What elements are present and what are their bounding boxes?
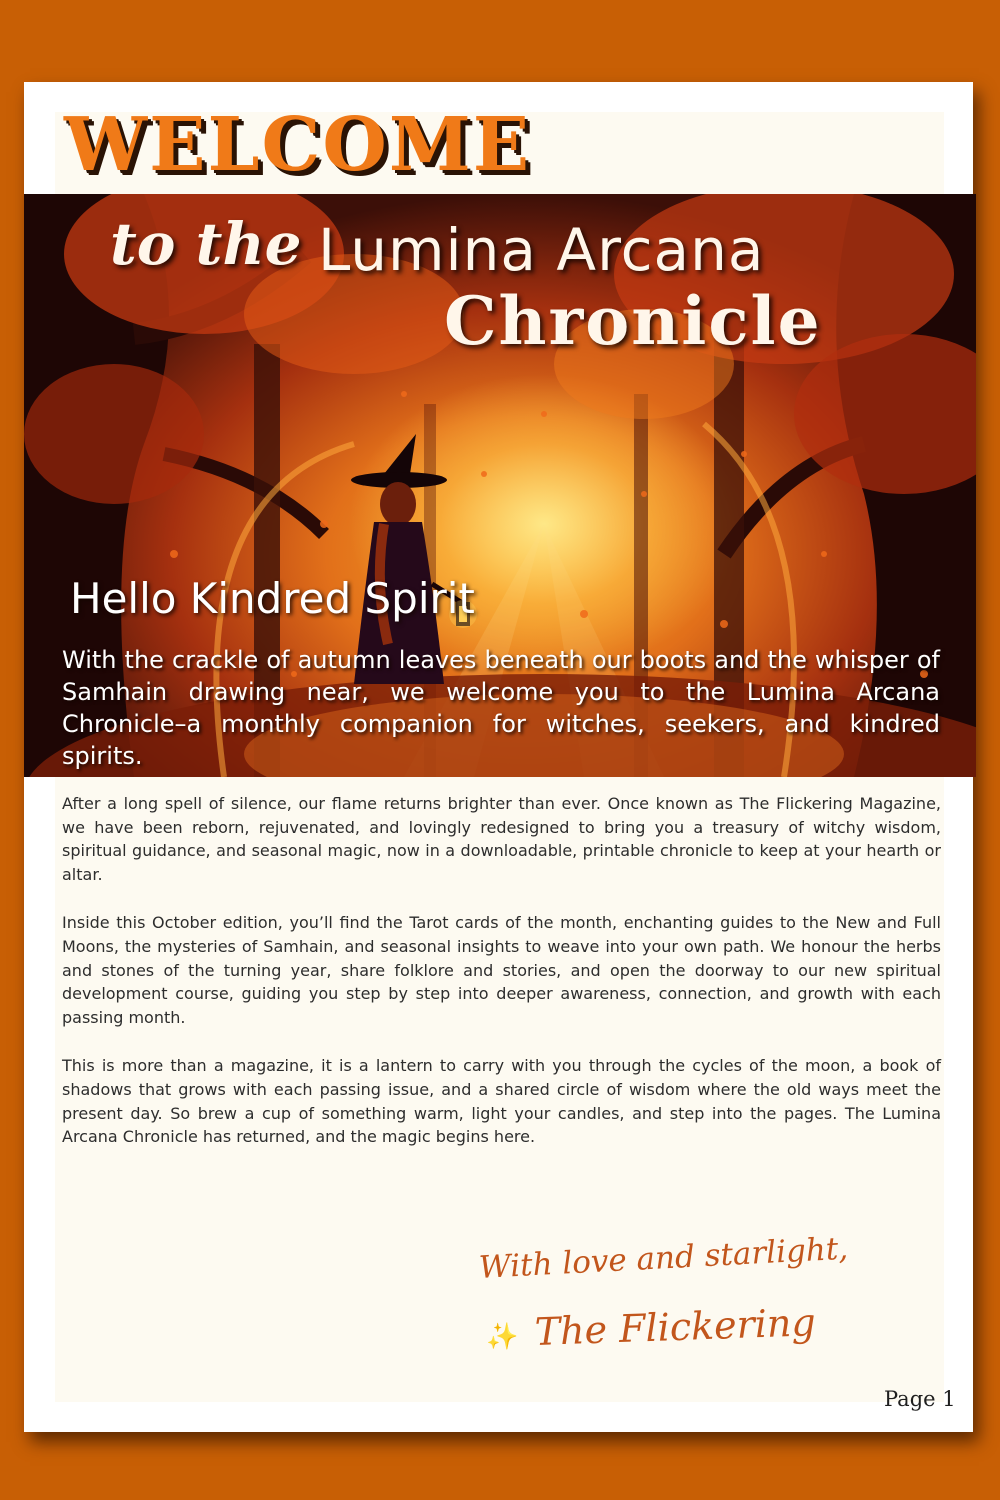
greeting-heading: Hello Kindred Spirit bbox=[70, 574, 475, 623]
signature-name: The Flickering bbox=[534, 1300, 817, 1354]
title-chronicle: Chronicle bbox=[444, 282, 822, 360]
signature-closing: With love and starlight, bbox=[478, 1230, 849, 1286]
body-paragraph-2: Inside this October edition, you’ll find the Tarot cards of the month, enchanting guides to the New and Full Moons, the mysteries of Samhain, and seasonal insights to weave into your own path. We honour the herbs and stones of the turning year, share folklore and stories, and open the doorway to our new spiritual development course, guiding you step by step into deeper awareness, connection, and growth with each passing month. bbox=[62, 913, 941, 1027]
title-to-the: to the bbox=[110, 210, 302, 278]
welcome-heading: WELCOME bbox=[64, 102, 532, 188]
title-lumina-arcana: Lumina Arcana bbox=[318, 216, 765, 284]
page-number: Page 1 bbox=[884, 1387, 956, 1411]
intro-paragraph: With the crackle of autumn leaves beneath our boots and the whisper of Samhain drawing near, we welcome you to the Lumina Arcana Chronicle–a monthly companion for witches, seekers, and kindred spirits. bbox=[62, 646, 940, 770]
hero-banner bbox=[24, 194, 976, 777]
article-body bbox=[62, 792, 941, 1174]
sparkle-icon: ✨ bbox=[486, 1322, 519, 1352]
body-paragraph-3: This is more than a magazine, it is a lantern to carry with you through the cycles of the moon, a book of shadows that grows with each passing issue, and a shared circle of wisdom where the old ways meet the present day. So brew a cup of something warm, light your candles, and step into the pages. The Lumina Arcana Chronicle has returned, and the magic begins here. bbox=[62, 1056, 941, 1147]
body-paragraph-1: After a long spell of silence, our flame returns brighter than ever. Once known as The Flickering Magazine, we have been reborn, rejuvenated, and lovingly redesigned to bring you a treasury of witchy wisdom, spiritual guidance, and seasonal magic, now in a downloadable, printable chronicle to keep at your hearth or altar. bbox=[62, 794, 941, 884]
